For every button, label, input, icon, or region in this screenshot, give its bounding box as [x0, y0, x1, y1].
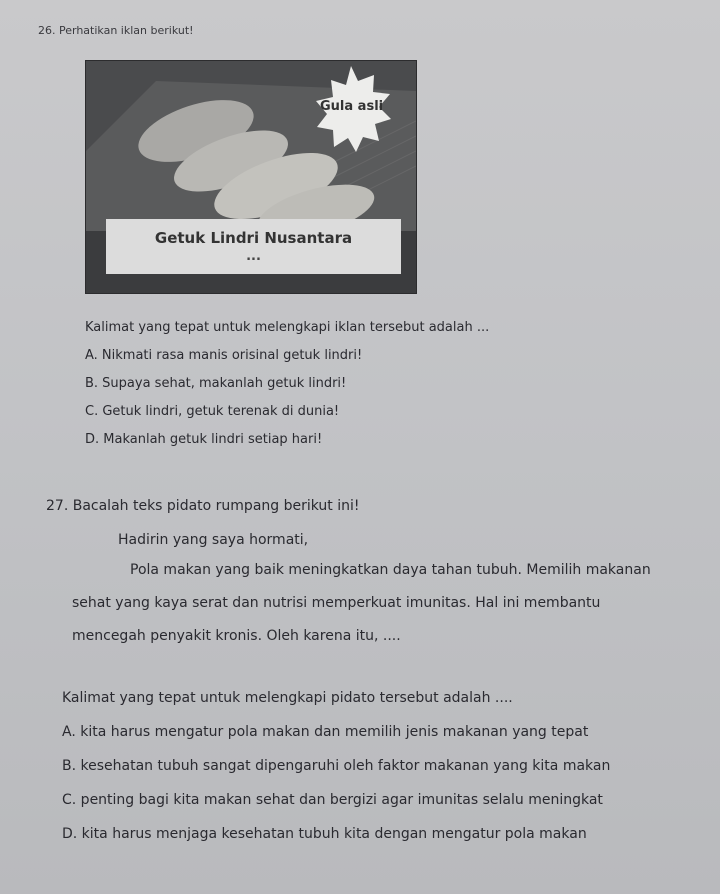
option-27-a[interactable]: A. kita harus mengatur pola makan dan memilih jenis makanan yang tepat	[62, 724, 589, 740]
ad-ellipsis: ...	[246, 249, 261, 264]
question-27-prompt: Kalimat yang tepat untuk melengkapi pidato tersebut adalah ....	[62, 690, 513, 706]
option-27-d[interactable]: D. kita harus menjaga kesehatan tubuh kita dengan mengatur pola makan	[62, 826, 587, 842]
question-27-title: 27. Bacalah teks pidato rumpang berikut ini!	[46, 498, 360, 514]
speech-greeting: Hadirin yang saya hormati,	[118, 532, 309, 548]
speech-line-3: mencegah penyakit kronis. Oleh karena itu, ....	[72, 628, 401, 644]
option-26-d[interactable]: D. Makanlah getuk lindri setiap hari!	[85, 432, 323, 447]
option-26-b[interactable]: B. Supaya sehat, makanlah getuk lindri!	[85, 376, 347, 391]
question-26-prompt: Kalimat yang tepat untuk melengkapi iklan tersebut adalah ...	[85, 320, 490, 335]
getuk-photo	[86, 61, 416, 231]
question-26-title: 26. Perhatikan iklan berikut!	[38, 24, 194, 37]
option-26-c[interactable]: C. Getuk lindri, getuk terenak di dunia!	[85, 404, 340, 419]
speech-line-1: Pola makan yang baik meningkatkan daya tahan tubuh. Memilih makanan	[130, 562, 651, 578]
ad-product-name: Getuk Lindri Nusantara	[154, 229, 353, 247]
advertisement-image: Gula asli Getuk Lindri Nusantara ...	[85, 60, 417, 294]
speech-line-2: sehat yang kaya serat dan nutrisi memperkuat imunitas. Hal ini membantu	[72, 595, 601, 611]
option-26-a[interactable]: A. Nikmati rasa manis orisinal getuk lindri!	[85, 348, 363, 363]
option-27-c[interactable]: C. penting bagi kita makan sehat dan bergizi agar imunitas selalu meningkat	[62, 792, 603, 808]
ad-banner	[106, 219, 401, 274]
option-27-b[interactable]: B. kesehatan tubuh sangat dipengaruhi oleh faktor makanan yang kita makan	[62, 758, 611, 774]
